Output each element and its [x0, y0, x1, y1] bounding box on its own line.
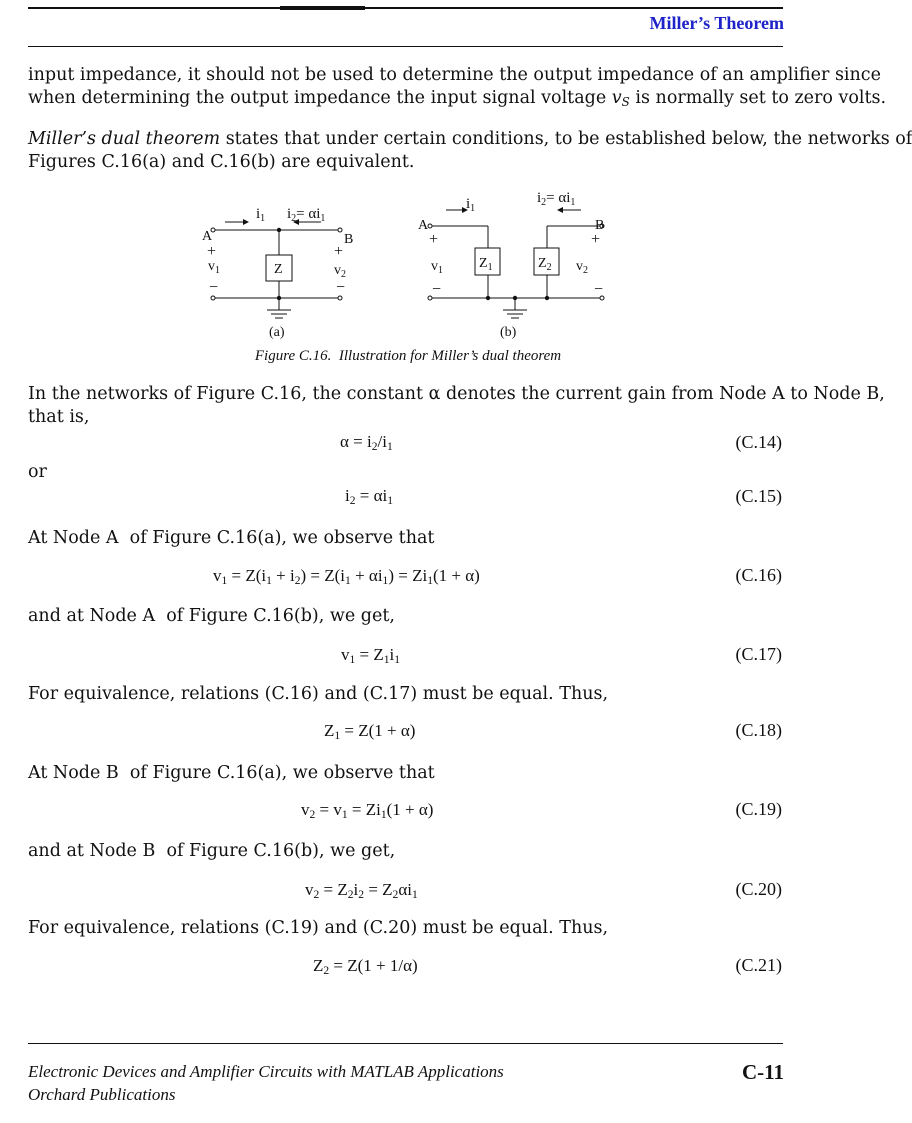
svg-text:−: − — [209, 279, 219, 296]
term-millers-dual: Miller’s dual theorem — [28, 129, 221, 149]
equation-c21: $Z_2 = Z(1 + 1/\alpha)$ — [313, 956, 418, 977]
equation-c14: $\alpha = i_2/i_1$ — [340, 432, 393, 453]
equation-c20: $v_2 = Z_2i_2 = Z_2\alpha i_1$ — [305, 880, 418, 901]
svg-text:+: + — [591, 231, 601, 248]
equation-number-c14: (C.14) — [735, 432, 782, 452]
equation-c18: $Z_1 = Z(1 + \alpha)$ — [324, 721, 416, 742]
svg-text:(a): (a) — [269, 325, 285, 340]
svg-text:i1: $i_1$ — [256, 206, 266, 224]
svg-text:B: B — [595, 218, 605, 233]
equation-number-c20: (C.20) — [735, 879, 782, 899]
paragraph-1-line-1: input impedance, it should not be used to determine the output impedance of an amplifier since — [28, 65, 881, 85]
svg-text:(b): (b) — [500, 325, 517, 340]
svg-text:i1: $i_1$ — [466, 196, 476, 214]
text-or: or — [28, 462, 47, 482]
svg-text:+: + — [334, 243, 344, 260]
footer-publisher: Orchard Publications — [28, 1085, 176, 1104]
svg-text:A: A — [202, 229, 213, 244]
paragraph-9: For equivalence, relations (C.19) and (C.20) must be equal. Thus, — [28, 918, 609, 938]
svg-text:−: − — [432, 281, 442, 298]
paragraph-3: In the networks of Figure C.16, the constant α denotes the current gain from Node A to Node B, that is, — [28, 384, 885, 427]
equation-number-c15: (C.15) — [735, 486, 782, 506]
equation-number-c16: (C.16) — [735, 565, 782, 585]
svg-text:−: − — [336, 279, 346, 296]
svg-text:v2: $v_2$ — [576, 259, 588, 276]
header-title: Miller’s Theorem — [649, 13, 784, 33]
svg-text:v1: $v_1$ — [208, 259, 220, 276]
svg-text:−: − — [594, 281, 604, 298]
svg-text:v2: $v_2$ — [334, 263, 346, 280]
equation-number-c19: (C.19) — [735, 799, 782, 819]
paragraph-4: At Node A of Figure C.16(a), we observe that — [28, 528, 435, 548]
paragraph-2: Miller’s dual theorem states that under certain conditions, to be established below, the networks of Figures C.16(a) and C.16(b) are equivalent. — [28, 129, 912, 172]
equation-c17: $v_1 = Z_1i_1$ — [341, 645, 401, 666]
var-vs: $v_S$ — [611, 88, 630, 109]
footer-rule — [28, 1043, 783, 1044]
header-rule-accent — [280, 6, 365, 10]
svg-text:Z: Z — [274, 262, 283, 277]
equation-c15: $i_2 = \alpha i_1$ — [345, 486, 394, 507]
svg-text:Z2: $Z_2$ — [538, 256, 552, 273]
footer-page-number: C-11 — [742, 1060, 784, 1084]
svg-text:v1: $v_1$ — [431, 259, 443, 276]
equation-c16: $v_1 = Z(i_1 + i_2) = Z(i_1 + \alpha i_1) = Zi_1(1 + \alpha)$ — [213, 566, 480, 587]
figure-c16 — [190, 188, 610, 348]
paragraph-6: For equivalence, relations (C.16) and (C.17) must be equal. Thus, — [28, 684, 609, 704]
svg-text:i2= αi1: $i_2= \alpha i_1$ — [287, 206, 326, 224]
svg-text:i2= αi1: $i_2= \alpha i_1$ — [537, 190, 576, 208]
paragraph-5: and at Node A of Figure C.16(b), we get, — [28, 606, 395, 626]
paragraph-1-line-2: when determining the output impedance the input signal voltage $v_S$ is normally set to zero volts. — [28, 88, 887, 109]
paragraph-7: At Node B of Figure C.16(a), we observe that — [28, 763, 435, 783]
svg-text:+: + — [429, 231, 439, 248]
svg-text:A: A — [418, 218, 429, 233]
svg-text:Z1: $Z_1$ — [479, 256, 493, 273]
figure-caption: Figure C.16. Illustration for Miller’s dual theorem — [254, 348, 562, 364]
equation-c19: $v_2 = v_1 = Zi_1(1 + \alpha)$ — [301, 800, 434, 821]
svg-text:+: + — [207, 243, 217, 260]
svg-text:B: B — [344, 232, 354, 247]
paragraph-8: and at Node B of Figure C.16(b), we get, — [28, 841, 396, 861]
equation-number-c21: (C.21) — [735, 955, 782, 975]
footer-book-title: Electronic Devices and Amplifier Circuits with MATLAB Applications — [28, 1062, 504, 1081]
paragraph-1 — [28, 64, 887, 110]
equation-number-c18: (C.18) — [735, 720, 782, 740]
header-rule-bottom — [28, 46, 783, 47]
equation-number-c17: (C.17) — [735, 644, 782, 664]
header-rule-top — [28, 7, 783, 9]
